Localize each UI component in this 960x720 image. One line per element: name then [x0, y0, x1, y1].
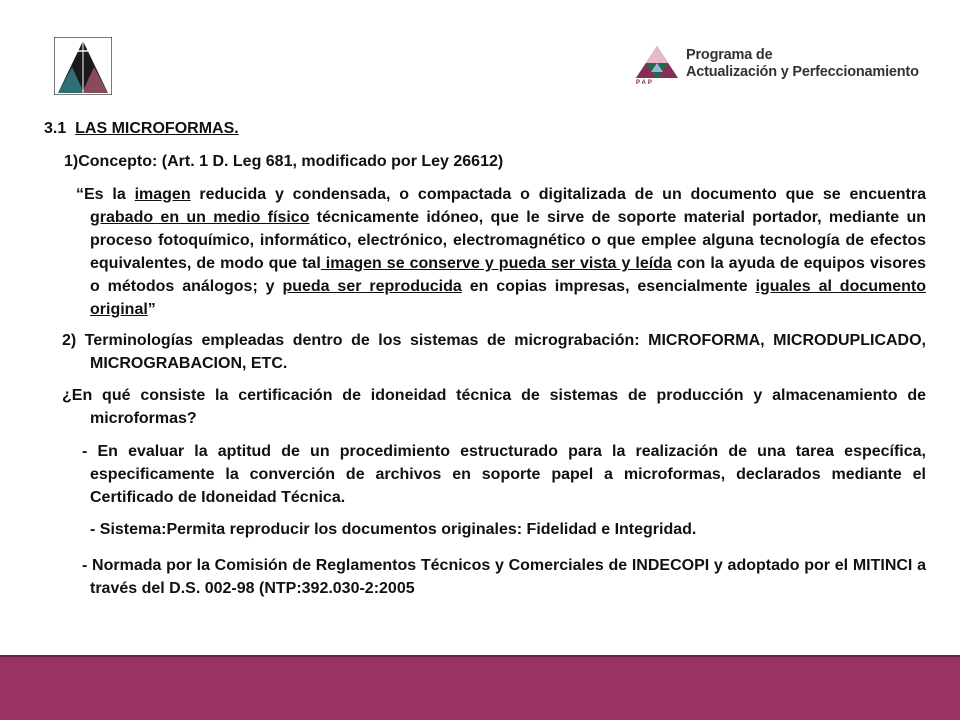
program-abbr: PAP [636, 80, 654, 86]
underlined-conserve: imagen se conserve y pueda ser vista y leída [320, 255, 672, 272]
concept-heading: 1)Concepto: (Art. 1 D. Leg 681, modificado por Ley 26612) [64, 153, 504, 170]
bullet-item: - Normada por la Comisión de Reglamentos Técnicos y Comerciales de INDECOPI y adoptado por el MITINCI a través del D.S. 002-98 (NTP:392.030-2:2005 [82, 557, 926, 597]
bullet-item: - Sistema:Permita reproducir los documentos originales: Fidelidad e Integridad. [90, 521, 697, 538]
section-number: 3.1 [44, 120, 67, 137]
underlined-reproducida: pueda ser reproducida [282, 278, 462, 295]
institution-logo-icon [54, 37, 112, 95]
underlined-imagen: imagen [134, 186, 191, 203]
bullet-item: - En evaluar la aptitud de un procedimiento estructurado para la realización de una tarea específica, especificamente la converción de archivos en soporte papel a microformas, declarados mediante el Certificado de Idoneidad Técnica. [82, 443, 926, 506]
pap-triangle-icon [634, 44, 680, 80]
section-heading [44, 117, 239, 140]
question-paragraph: ¿En qué consiste la certificación de idoneidad técnica de sistemas de producción y almacenamiento de microformas? [62, 387, 926, 427]
definition-paragraph: “Es la imagen reducida y condensada, o compactada o digitalizada de un documento que se encuentra grabado en un medio físico técnicamente idóneo, que le sirve de soporte material portador, mediante un proceso fotoquímico, informático, electrónico, electromagnético o que emplee alguna tecnología de efectos equivalentes, de modo que tal imagen se conserve y pueda ser vista y leída con la ayuda de equipos visores o métodos análogos; y pueda ser reproducida en copias impresas, esencialmente iguales al documento original” [76, 186, 927, 318]
underlined-iguales: iguales al documento original [90, 278, 927, 318]
program-title-line1: Programa de [686, 47, 773, 63]
program-title-line2: Actualización y Perfeccionamiento [686, 64, 919, 80]
underlined-medio-fisico: grabado en un medio físico [90, 209, 310, 226]
section-title: LAS MICROFORMAS. [75, 120, 239, 137]
footer-bar [0, 655, 960, 720]
terminology-paragraph: 2) Terminologías empleadas dentro de los sistemas de micrograbación: MICROFORMA, MICRODUPLICADO, MICROGRABACION, ETC. [62, 332, 926, 372]
